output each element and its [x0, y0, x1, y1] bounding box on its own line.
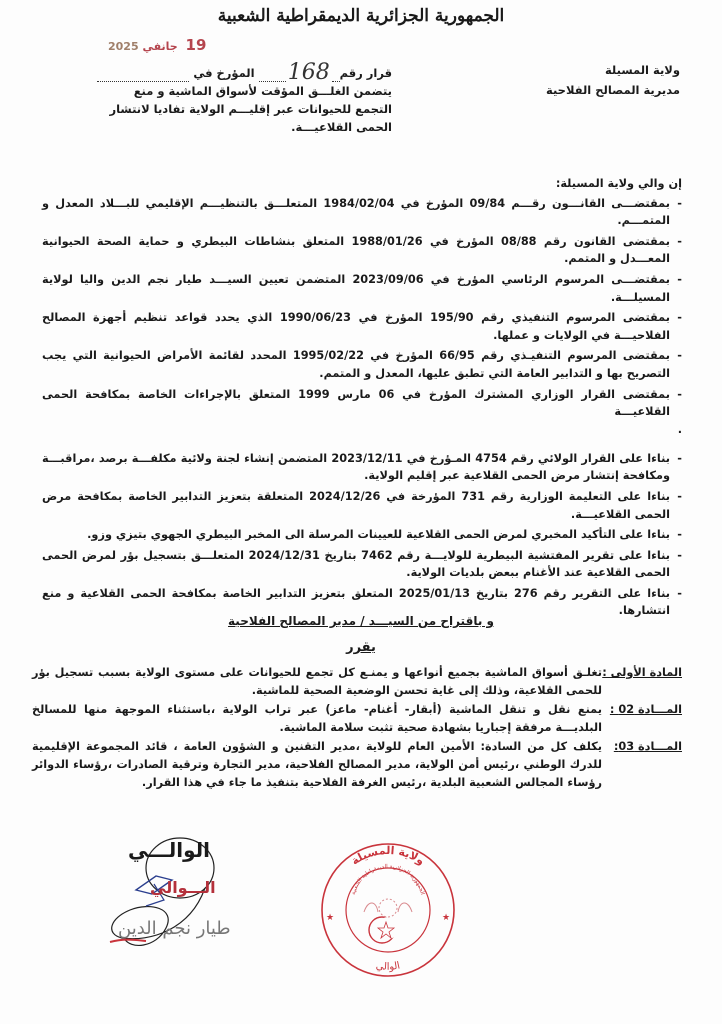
based-on-item	[42, 450, 682, 485]
consideration-item	[42, 347, 682, 382]
bullet-dash: -	[677, 196, 682, 210]
preamble-intro: إن والي ولاية المسيلة:	[555, 177, 682, 190]
proposal-line	[0, 614, 722, 628]
consideration-item-text: بمقتضـــى القانـــون رقـــم 09/84 المؤرخ في 1984/02/04 المتعلـــق بالتنظيـــم الإقليمي للبـــلاد المعدل و المتمـــم.	[42, 196, 670, 228]
based-on-item-text: بناءا على التقرير رقم 276 بتاريخ 2025/01/13 المتعلق بتعزيز التدابير الخاصة بمكافحة الحمى القلاعية و منع انتشارها.	[42, 586, 670, 618]
signatory-stamp-title: الـــوالي	[150, 878, 216, 897]
preamble	[42, 175, 682, 623]
consideration-item-text: بمقتضى المرسوم التنفيذي رقم 195/90 المؤرخ في 1990/06/23 الذي يحدد قواعد تنظيم أجهزة المصالح الفلاحيـــة في الولايات و عملها.	[42, 311, 670, 342]
based-on-item	[42, 526, 682, 544]
decides-heading	[0, 640, 722, 655]
consideration-item	[42, 195, 682, 230]
bullet-dash: -	[677, 548, 682, 562]
based-on-list	[42, 450, 682, 620]
decision-subject: يتضمن الغلـــق المؤقت لأسواق الماشية و منع التجمع للحيوانات عبر إقليـــم الولاية تفاديا لانتشار الحمى القلاعيـــة.	[109, 84, 392, 134]
seal-inner-text	[351, 864, 425, 896]
bullet-dash: -	[677, 451, 682, 465]
bullet-dash: -	[677, 311, 682, 325]
based-on-item	[42, 488, 682, 523]
consideration-item	[42, 309, 682, 344]
proposal-text: و باقتراح من السيـــد / مدير المصالح الفلاحية	[228, 614, 494, 628]
dotted-leader	[332, 69, 340, 82]
signatory-name: طيار نجم الدين	[118, 918, 231, 939]
dotted-leader	[259, 69, 286, 82]
bullet-dash: -	[677, 272, 682, 286]
based-on-item-text: بناءا على التعليمة الوزارية رقم 731 المؤرخة في 2024/12/26 المتعلقة بتعزيز التدابير الخاصة بمكافحة مرض الحمى القلاعيـــة.	[42, 489, 670, 521]
wilaya-name: ولاية المسيلة	[604, 63, 680, 77]
date-stamp-year: 2025	[108, 40, 139, 53]
considerations-list	[42, 195, 682, 421]
consideration-item	[42, 233, 682, 268]
consideration-item-text: بمقتضى القرار الوزاري المشترك المؤرخ في 06 مارس 1999 المتعلق بالإجراءات الخاصة بمكافحة الحمى القلاعيـــة	[42, 387, 670, 419]
article-item	[32, 701, 682, 736]
article-label: المادة الأولى :	[602, 666, 682, 679]
issuer-block	[530, 60, 680, 100]
stray-bullet: .	[677, 422, 682, 436]
article-text: يكلف كل من السادة: الأمين العام للولاية ،مدير التقنين و الشؤون العامة ، قائد المجموعة الإقليمية للدرك الوطني ،رئيس أمن الولاية، مدير المصالح الفلاحية، مدير التجارة وترقية الصادرات ،رؤساء الدوائر رؤساء المجالس الشعبية البلدية ،رئيس الغرفة الفلاحية بتنفيذ ما جاء في هذا القرار.	[32, 740, 602, 789]
based-on-item-text: بناءا على التأكيد المخبري لمرض الحمى القلاعية للعيينات المرسلة الى المخبر البيطري الجهوي بتيزي وزو.	[87, 528, 670, 542]
bullet-dash: -	[677, 528, 682, 542]
bullet-dash: -	[677, 586, 682, 600]
articles-list	[32, 664, 682, 793]
decision-dated-label: المؤرخ في	[193, 66, 255, 80]
article-item	[32, 664, 682, 699]
based-on-item-text: بناءا على تقرير المفتشية البيطرية للولايـــة رقم 7462 بتاريخ 2024/12/31 المتعلـــق بتسجيل بؤر لمرض الحمى الحمى القلاعية عند الأغنام ببعض بلديات الولاية.	[42, 548, 670, 580]
date-stamp-month: جانفي	[142, 40, 178, 53]
bullet-dash: -	[677, 489, 682, 503]
decision-header	[97, 62, 392, 136]
date-stamp	[108, 36, 210, 56]
decides-text: يقرر	[346, 640, 376, 655]
based-on-item-text: بناءا على القرار الولائي رقم 4754 المـؤرخ في 2023/12/11 المتضمن إنشاء لجنة ولائية مكلفـــة برصد ،مراقبـــة ومكافحة إنتشار مرض الحمى القلاعية عبر إقليم الولاية.	[42, 451, 670, 483]
seal-star-right-icon: ★	[442, 913, 451, 923]
consideration-item-text: بمقتضـــى المرسوم الرئاسي المؤرخ في 2023/09/06 المتضمن تعيين السيـــد طيار نجم الدين واليا لولاية المسيلـــة.	[42, 272, 671, 304]
article-label: المـــادة 03:	[613, 740, 682, 754]
official-seal	[318, 840, 458, 980]
crescent-star-emblem-icon	[364, 899, 412, 943]
bullet-dash: -	[677, 349, 682, 363]
article-label: المـــادة 02 :	[609, 703, 682, 717]
directorate-name: مديرية المصالح الفلاحية	[546, 83, 680, 97]
date-stamp-day: 19	[185, 36, 207, 54]
article-text: تغلـق أسواق الماشية بجميع أنواعها و يمنـع كل تجمع للحيوانات على مستوى الولاية بسبب تسجيل بؤر للحمى القلاعية، وذلك إلى غاية تحسن الوضعية الصحية للماشية.	[32, 666, 602, 697]
article-text: يمنع نقل و تنقل الماشية (أبقار- أغنام- ماعز) عبر تراب الولاية ،باستثناء الموجهة منها للمسالخ البلديـــة مرفقة إجباريا بشهادة صحية تثبت سلامة الماشية.	[32, 703, 602, 734]
bullet-dash: -	[677, 387, 682, 401]
dotted-leader	[97, 69, 189, 82]
decision-number-line	[97, 60, 392, 85]
consideration-item	[42, 271, 682, 306]
consideration-item	[42, 386, 682, 421]
decision-number-label: قرار رقم	[339, 66, 392, 80]
signatory-title: الوالـــي	[128, 838, 211, 862]
based-on-item	[42, 547, 682, 582]
seal-bottom-text	[375, 960, 401, 972]
bullet-dash: -	[677, 234, 682, 248]
decision-number: 168	[287, 60, 330, 85]
seal-inner-path: الجمهورية الجزائرية الديمقراطية الشعبية	[350, 863, 426, 896]
seal-bottom-path: الوالي	[375, 960, 402, 973]
consideration-item-text: بمقتضى القانون رقم 08/88 المؤرخ في 1988/01/26 المتعلق بنشاطات البيطري و حماية الصحة الحيوانية المعـــدل و المتمم.	[42, 234, 670, 266]
republic-heading: الجمهورية الجزائرية الديمقراطية الشعبية	[217, 6, 505, 26]
seal-top-path: ولاية المسيلة	[348, 843, 428, 868]
consideration-item-text: بمقتضى المرسوم التنفيـذي رقم 66/95 المؤرخ في 1995/02/22 المحدد لقائمة الأمراض الحيوانية التي يجب التصريح بها و التدابير العامة التي تطبق عليها، المعدل و المتمم.	[42, 349, 670, 380]
article-item	[32, 738, 682, 791]
seal-star-left-icon: ★	[326, 913, 335, 923]
spacer	[42, 436, 682, 450]
